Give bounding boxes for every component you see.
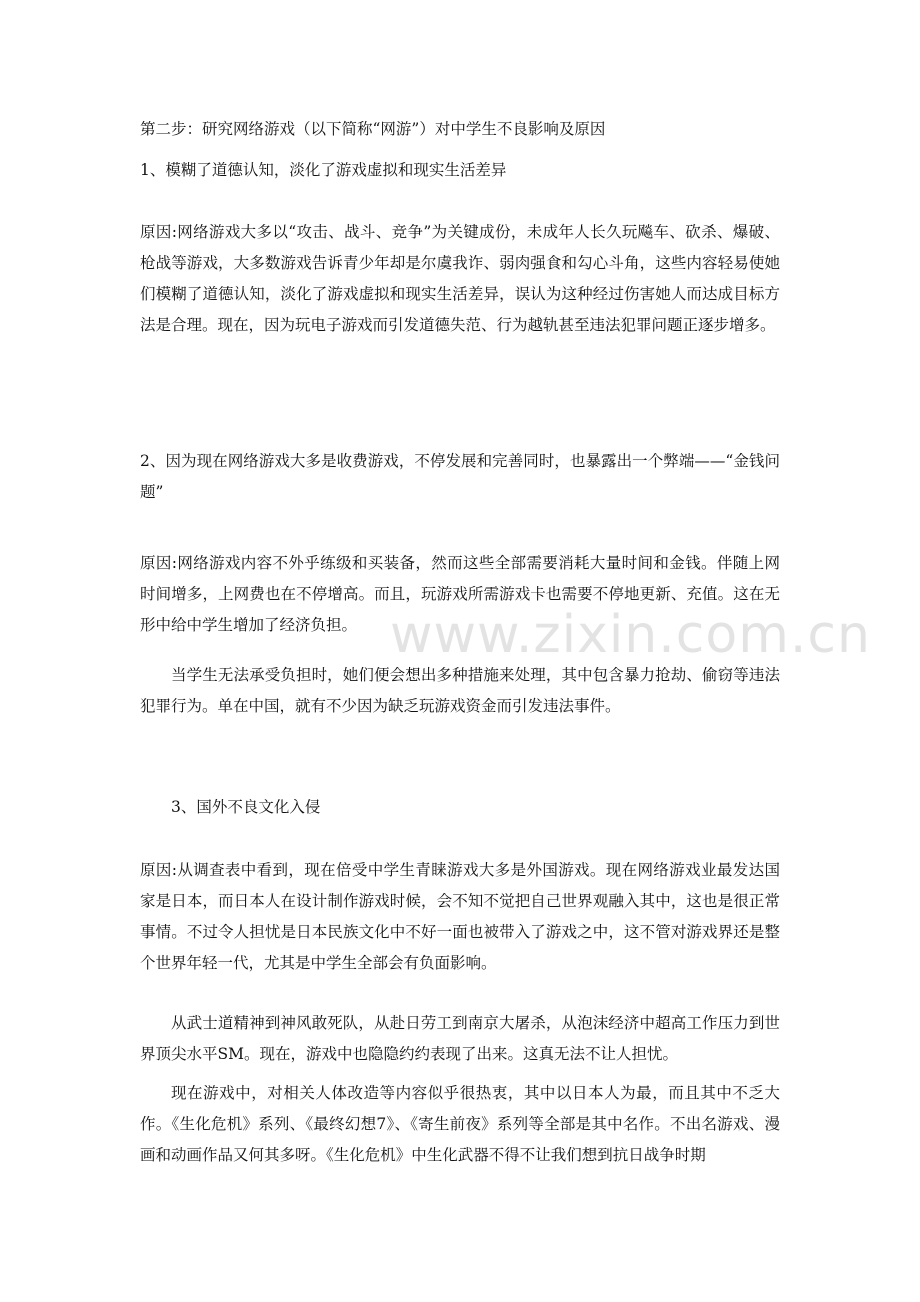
item-3-reason: 原因:从调查表中看到，现在倍受中学生青睐游戏大多是外国游戏。现在网络游戏业最发达国家是日本，而日本人在设计制作游戏时候，会不知不觉把自己世界观融入其中，这也是很正常事情。不过令人担忧是日本民族文化中不好一面也被带入了游戏之中，这不管对游戏界还是整个世界年轻一代，尤其是中学生全部会有负面影响。 (140, 861, 780, 972)
item-3-paragraph-2: 从武士道精神到神风敢死队，从赴日劳工到南京大屠杀，从泡沫经济中超高工作压力到世界顶尖水平SM。现在，游戏中也隐隐约约表现了出来。这真无法不让人担忧。 (140, 1014, 780, 1063)
item-2-reason: 原因:网络游戏内容不外乎练级和买装备，然而这些全部需要消耗大量时间和金钱。伴随上网时间增多，上网费也在不停增高。而且，玩游戏所需游戏卡也需要不停地更新、充值。这在无形中给中学生增加了经济负担。 (140, 554, 780, 634)
item-3-title: 3、国外不良文化入侵 (171, 798, 321, 816)
item-2-extra: 当学生无法承受负担时，她们便会想出多种措施来处理，其中包含暴力抢劫、偷窃等违法犯罪行为。单在中国，就有不少因为缺乏玩游戏资金而引发违法事件。 (140, 666, 780, 715)
item-1-reason: 原因:网络游戏大多以“攻击、战斗、竞争”为关键成份，未成年人长久玩飚车、砍杀、爆破、枪战等游戏，大多数游戏告诉青少年却是尔虞我诈、弱肉强食和勾心斗角，这些内容轻易使她们模糊了道德认知，淡化了游戏虚拟和现实生活差异，误认为这种经过伤害她人而达成目标方法是合理。现在，因为玩电子游戏而引发道德失范、行为越轨甚至违法犯罪问题正逐步增多。 (140, 223, 780, 334)
item-1-title: 1、模糊了道德认知，淡化了游戏虚拟和现实生活差异 (140, 161, 507, 179)
item-2-title: 2、因为现在网络游戏大多是收费游戏，不停发展和完善同时，也暴露出一个弊端——“金钱问题” (140, 452, 780, 501)
section-heading: 第二步：研究网络游戏（以下简称“网游”）对中学生不良影响及原因 (140, 120, 606, 138)
watermark: www.zixin.com.cn (390, 605, 871, 665)
item-3-paragraph-3: 现在游戏中，对相关人体改造等内容似乎很热衷，其中以日本人为最，而且其中不乏大作。《生化危机》系列、《最终幻想7》、《寄生前夜》系列等全部是其中名作。不出名游戏、漫画和动画作品又何其多呀。《生化危机》中生化武器不得不让我们想到抗日战争时期 (140, 1084, 780, 1164)
